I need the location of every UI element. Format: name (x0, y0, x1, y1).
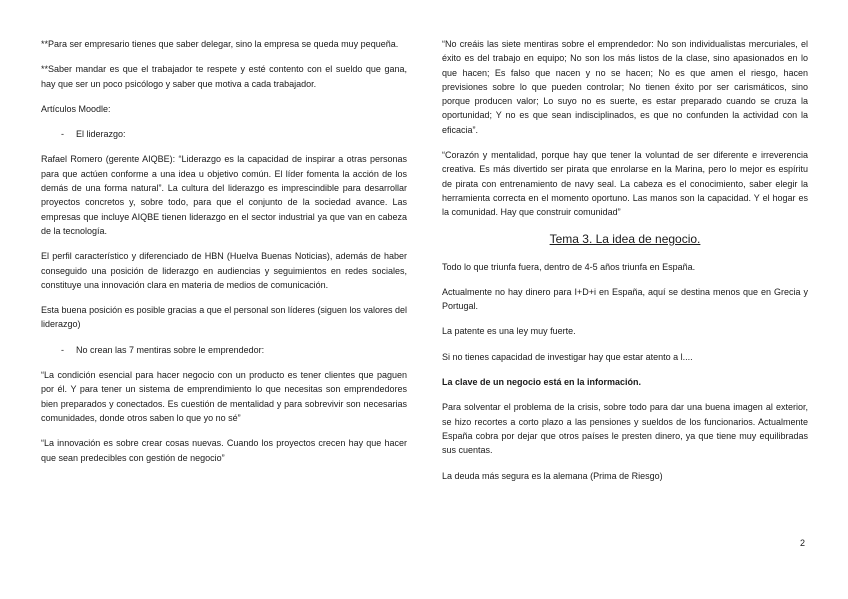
paragraph: Actualmente no hay dinero para I+D+i en España, aquí se destina menos que en Grecia y Portugal. (442, 286, 808, 312)
bullet-item (41, 127, 407, 141)
bullet-marker: - (61, 129, 64, 140)
paragraph: **Para ser empresario tienes que saber delegar, sino la empresa se queda muy pequeña. (41, 39, 399, 49)
bold-paragraph: La clave de un negocio está en la información. (442, 377, 642, 388)
paragraph: Todo lo que triunfa fuera, dentro de 4-5 años triunfa en España. (442, 261, 696, 272)
paragraph: Si no tienes capacidad de investigar hay que estar atento a l.... (442, 351, 693, 362)
paragraph: Rafael Romero (gerente AIQBE): “Liderazgo es la capacidad de inspirar a otras personas para que actúen conforme a una idea u objetivo común. El líder fomenta la acción de los demás de una forma natural”. La cultura del liderazgo es imprescindible para desarrollar proyectos concretos y, sobre todo, para que el conjunto de la sociedad avance. Las empresas que incluye AIQBE tienen liderazgo en el sector industrial ya que van en cabeza de la tecnología. (41, 154, 407, 236)
paragraph: El perfil característico y diferenciado de HBN (Huelva Buenas Noticias), además de haber conseguido una posición de liderazgo en audiencias y seguimientos en redes sociales, constituye una innovación clara en materia de medios de comunicación. (41, 251, 407, 290)
paragraph: Para solventar el problema de la crisis, sobre todo para dar una buena imagen al exterior, se hizo recortes a corto plazo a las pensiones y sueldos de los funcionarios. Actualmente España cobra por dejar que otros países le presten dinero, ya que tiene muy equilibradas sus cuentas. (442, 402, 808, 456)
section-heading: Tema 3. La idea de negocio. (549, 231, 701, 246)
paragraph: La patente es una ley muy fuerte. (442, 326, 576, 337)
paragraph: “La innovación es sobre crear cosas nuevas. Cuando los proyectos crecen hay que hacer que sean predecibles con gestión de negocio” (41, 438, 407, 463)
bullet-text: El liderazgo: (76, 129, 126, 140)
bullet-marker: - (61, 344, 64, 355)
paragraph: “Corazón y mentalidad, porque hay que tener la voluntad de ser diferente e irreverencia creativa. Es más divertido ser pirata que enrolarse en la Marina, pero lo mejor es espíritu de pirata con entrenamiento de navy seal. La cabeza es el conocimiento, saber elegir la herramienta correcta en el momento oportuno. Las manos son la capacidad. Y el hogar es la comunidad. Hay que construir comunidad” (442, 150, 808, 218)
paragraph: **Saber mandar es que el trabajador te respete y esté contento con el sueldo que gana, hay que ser un poco psicólogo y saber que motiva a cada trabajador. (41, 64, 407, 89)
page-number: 2 (800, 538, 806, 548)
paragraph: “No creáis las siete mentiras sobre el emprendedor: No son individualistas mercuriales, el éxito es del trabajo en equipo; No son los más listos de la clase, sino apasionados en lo que hacen; Es falso que nacen y no se hacen; No es que amen el riesgo, hacen previsiones sobre lo que pueden controlar; No tienen éxito por ser carismáticos, sino porque producen valor; Lo suyo no es suerte, es estar preparado cuando se cruza la oportunidad; Y no es que sean indisciplinados, es que no confunden la actividad con la eficacia”. (442, 39, 808, 135)
bullet-text: No crean las 7 mentiras sobre le emprendedor: (76, 344, 265, 355)
bullet-item (41, 343, 407, 357)
left-column (41, 37, 407, 476)
paragraph: “La condición esencial para hacer negocio con un producto es tener clientes que paguen por él. Y para tener un sistema de emprendimiento lo que necesitas son emprendedores bien preparados y conectados. Es cuestión de mentalidad y para sobrevivir son necesarias comunidades, donde otros saben lo que yo no sé” (41, 370, 407, 423)
paragraph: Esta buena posición es posible gracias a que el personal son líderes (siguen los valores del liderazgo) (41, 305, 407, 330)
paragraph: La deuda más segura es la alemana (Prima de Riesgo) (442, 470, 663, 481)
paragraph: Artículos Moodle: (41, 103, 111, 114)
right-column (442, 37, 808, 494)
